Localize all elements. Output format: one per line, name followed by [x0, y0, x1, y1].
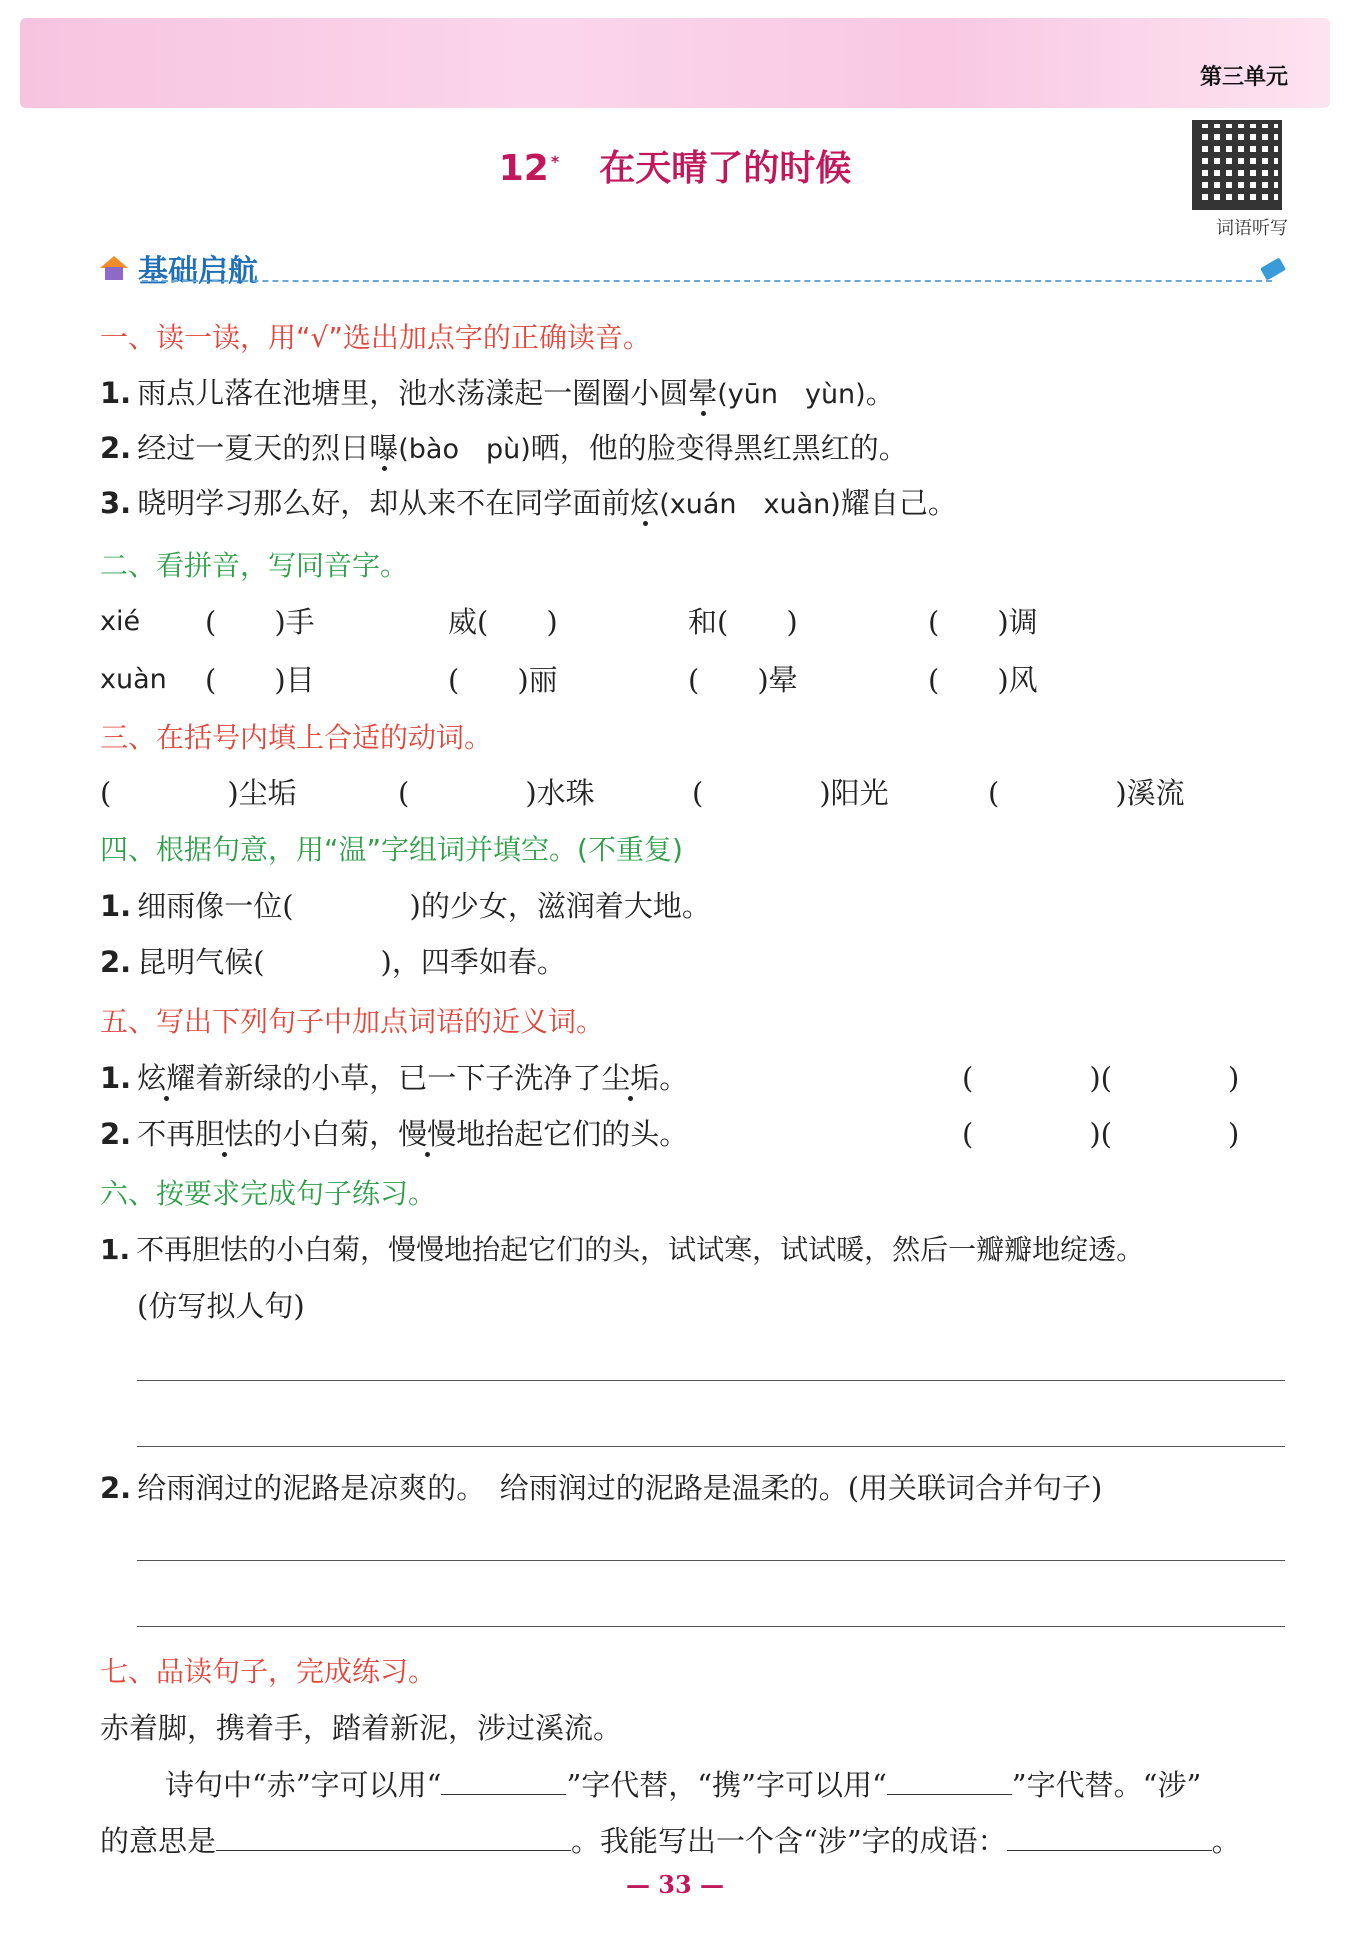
q6-item-1-note: (仿写拟人句) — [137, 1289, 305, 1323]
q3-cell1[interactable]: ( )尘垢 — [100, 776, 297, 810]
q2-row2-pinyin: xuàn — [100, 664, 167, 695]
q2-row2-cell3[interactable]: ( )晕 — [688, 663, 798, 697]
answer-line[interactable] — [137, 1380, 1285, 1381]
dotted-word: 胆怯 — [195, 1117, 254, 1151]
lesson-title-text: 在天晴了的时候 — [599, 148, 852, 189]
q2-row2-cell1[interactable]: ( )目 — [205, 663, 315, 697]
section-heading-text: 基础启航 — [138, 254, 258, 289]
dotted-word: 炫耀 — [137, 1061, 196, 1095]
q2-heading: 二、看拼音，写同音字。 — [100, 549, 409, 582]
q3-cell4[interactable]: ( )溪流 — [988, 776, 1185, 810]
answer-line[interactable] — [137, 1560, 1285, 1561]
q2-row1-cell1[interactable]: ( )手 — [205, 605, 315, 639]
dotted-char: 曝 — [369, 431, 399, 465]
q7-line-2: 的意思是 。我能写出一个含“涉”字的成语： 。 — [100, 1824, 1241, 1858]
q3-cell2[interactable]: ( )水珠 — [398, 776, 595, 810]
q1-item-3: 3. 晓明学习那么好，却从来不在同学面前炫(xuán xuàn)耀自己。 — [100, 486, 957, 520]
unit-label: 第三单元 — [1199, 65, 1288, 90]
q4-heading: 四、根据句意，用“温”字组词并填空。(不重复) — [100, 833, 683, 866]
q3-heading: 三、在括号内填上合适的动词。 — [100, 721, 493, 754]
dotted-char: 炫 — [630, 486, 660, 520]
q4-item-1[interactable]: 1. 细雨像一位( )的少女，滋润着大地。 — [100, 889, 711, 923]
answer-line[interactable] — [137, 1626, 1285, 1627]
header-banner — [20, 18, 1330, 108]
q7-heading: 七、品读句子，完成练习。 — [100, 1655, 437, 1688]
q2-row1-cell2[interactable]: 威( ) — [448, 605, 558, 639]
section-heading — [100, 246, 258, 290]
q5-item-1: 1. 炫耀着新绿的小草，已一下子洗净了尘垢。 — [100, 1061, 689, 1095]
lesson-number: 12 — [498, 148, 549, 189]
answer-line[interactable] — [137, 1446, 1285, 1447]
q2-row1-cell3[interactable]: 和( ) — [688, 605, 798, 639]
fill-blank[interactable] — [887, 1766, 1012, 1795]
q7-quote: 赤着脚，携着手，踏着新泥，涉过溪流。 — [100, 1711, 623, 1745]
q5-answer-1[interactable]: ( )( ) — [962, 1061, 1240, 1095]
q6-heading: 六、按要求完成句子练习。 — [100, 1177, 437, 1210]
lesson-star: * — [550, 152, 560, 171]
q3-cell3[interactable]: ( )阳光 — [692, 776, 889, 810]
dotted-char: 晕 — [688, 376, 718, 410]
q2-row2-cell4[interactable]: ( )风 — [928, 663, 1038, 697]
q2-row1-pinyin: xié — [100, 606, 141, 637]
qr-code-icon[interactable] — [1192, 120, 1282, 210]
q2-row1-cell4[interactable]: ( )调 — [928, 605, 1038, 639]
pencil-icon — [1260, 257, 1286, 280]
q1-item-2: 2. 经过一夏天的烈日曝(bào pù)晒，他的脸变得黑红黑红的。 — [100, 431, 908, 465]
q6-item-2: 2. 给雨润过的泥路是凉爽的。 给雨润过的泥路是温柔的。(用关联词合并句子) — [100, 1471, 1103, 1505]
house-icon — [100, 256, 128, 280]
page-number: — 33 — — [625, 1870, 725, 1899]
q1-heading: 一、读一读，用“√”选出加点字的正确读音。 — [100, 321, 651, 354]
fill-blank[interactable] — [1007, 1822, 1212, 1851]
fill-blank[interactable] — [216, 1822, 571, 1851]
dotted-word: 慢慢 — [398, 1117, 457, 1151]
q7-line-1: 诗句中“赤”字可以用“ ”字代替，“携”字可以用“ ”字代替。“涉” — [165, 1768, 1202, 1802]
section-divider — [142, 280, 1272, 282]
lesson-title — [0, 140, 1350, 191]
q5-heading: 五、写出下列句子中加点词语的近义词。 — [100, 1005, 605, 1038]
dotted-word: 尘垢 — [601, 1061, 660, 1095]
q5-item-2: 2. 不再胆怯的小白菊，慢慢地抬起它们的头。 — [100, 1117, 689, 1151]
qr-caption: 词语听写 — [1216, 218, 1288, 239]
q2-row2-cell2[interactable]: ( )丽 — [448, 663, 558, 697]
q6-item-1: 1. 不再胆怯的小白菊，慢慢地抬起它们的头，试试寒，试试暖，然后一瓣瓣地绽透。 — [100, 1233, 1145, 1266]
fill-blank[interactable] — [441, 1766, 566, 1795]
q4-item-2[interactable]: 2. 昆明气候( )，四季如春。 — [100, 945, 566, 979]
q1-item-1: 1. 雨点儿落在池塘里，池水荡漾起一圈圈小圆晕(yūn yùn)。 — [100, 376, 895, 410]
q5-answer-2[interactable]: ( )( ) — [962, 1117, 1240, 1151]
